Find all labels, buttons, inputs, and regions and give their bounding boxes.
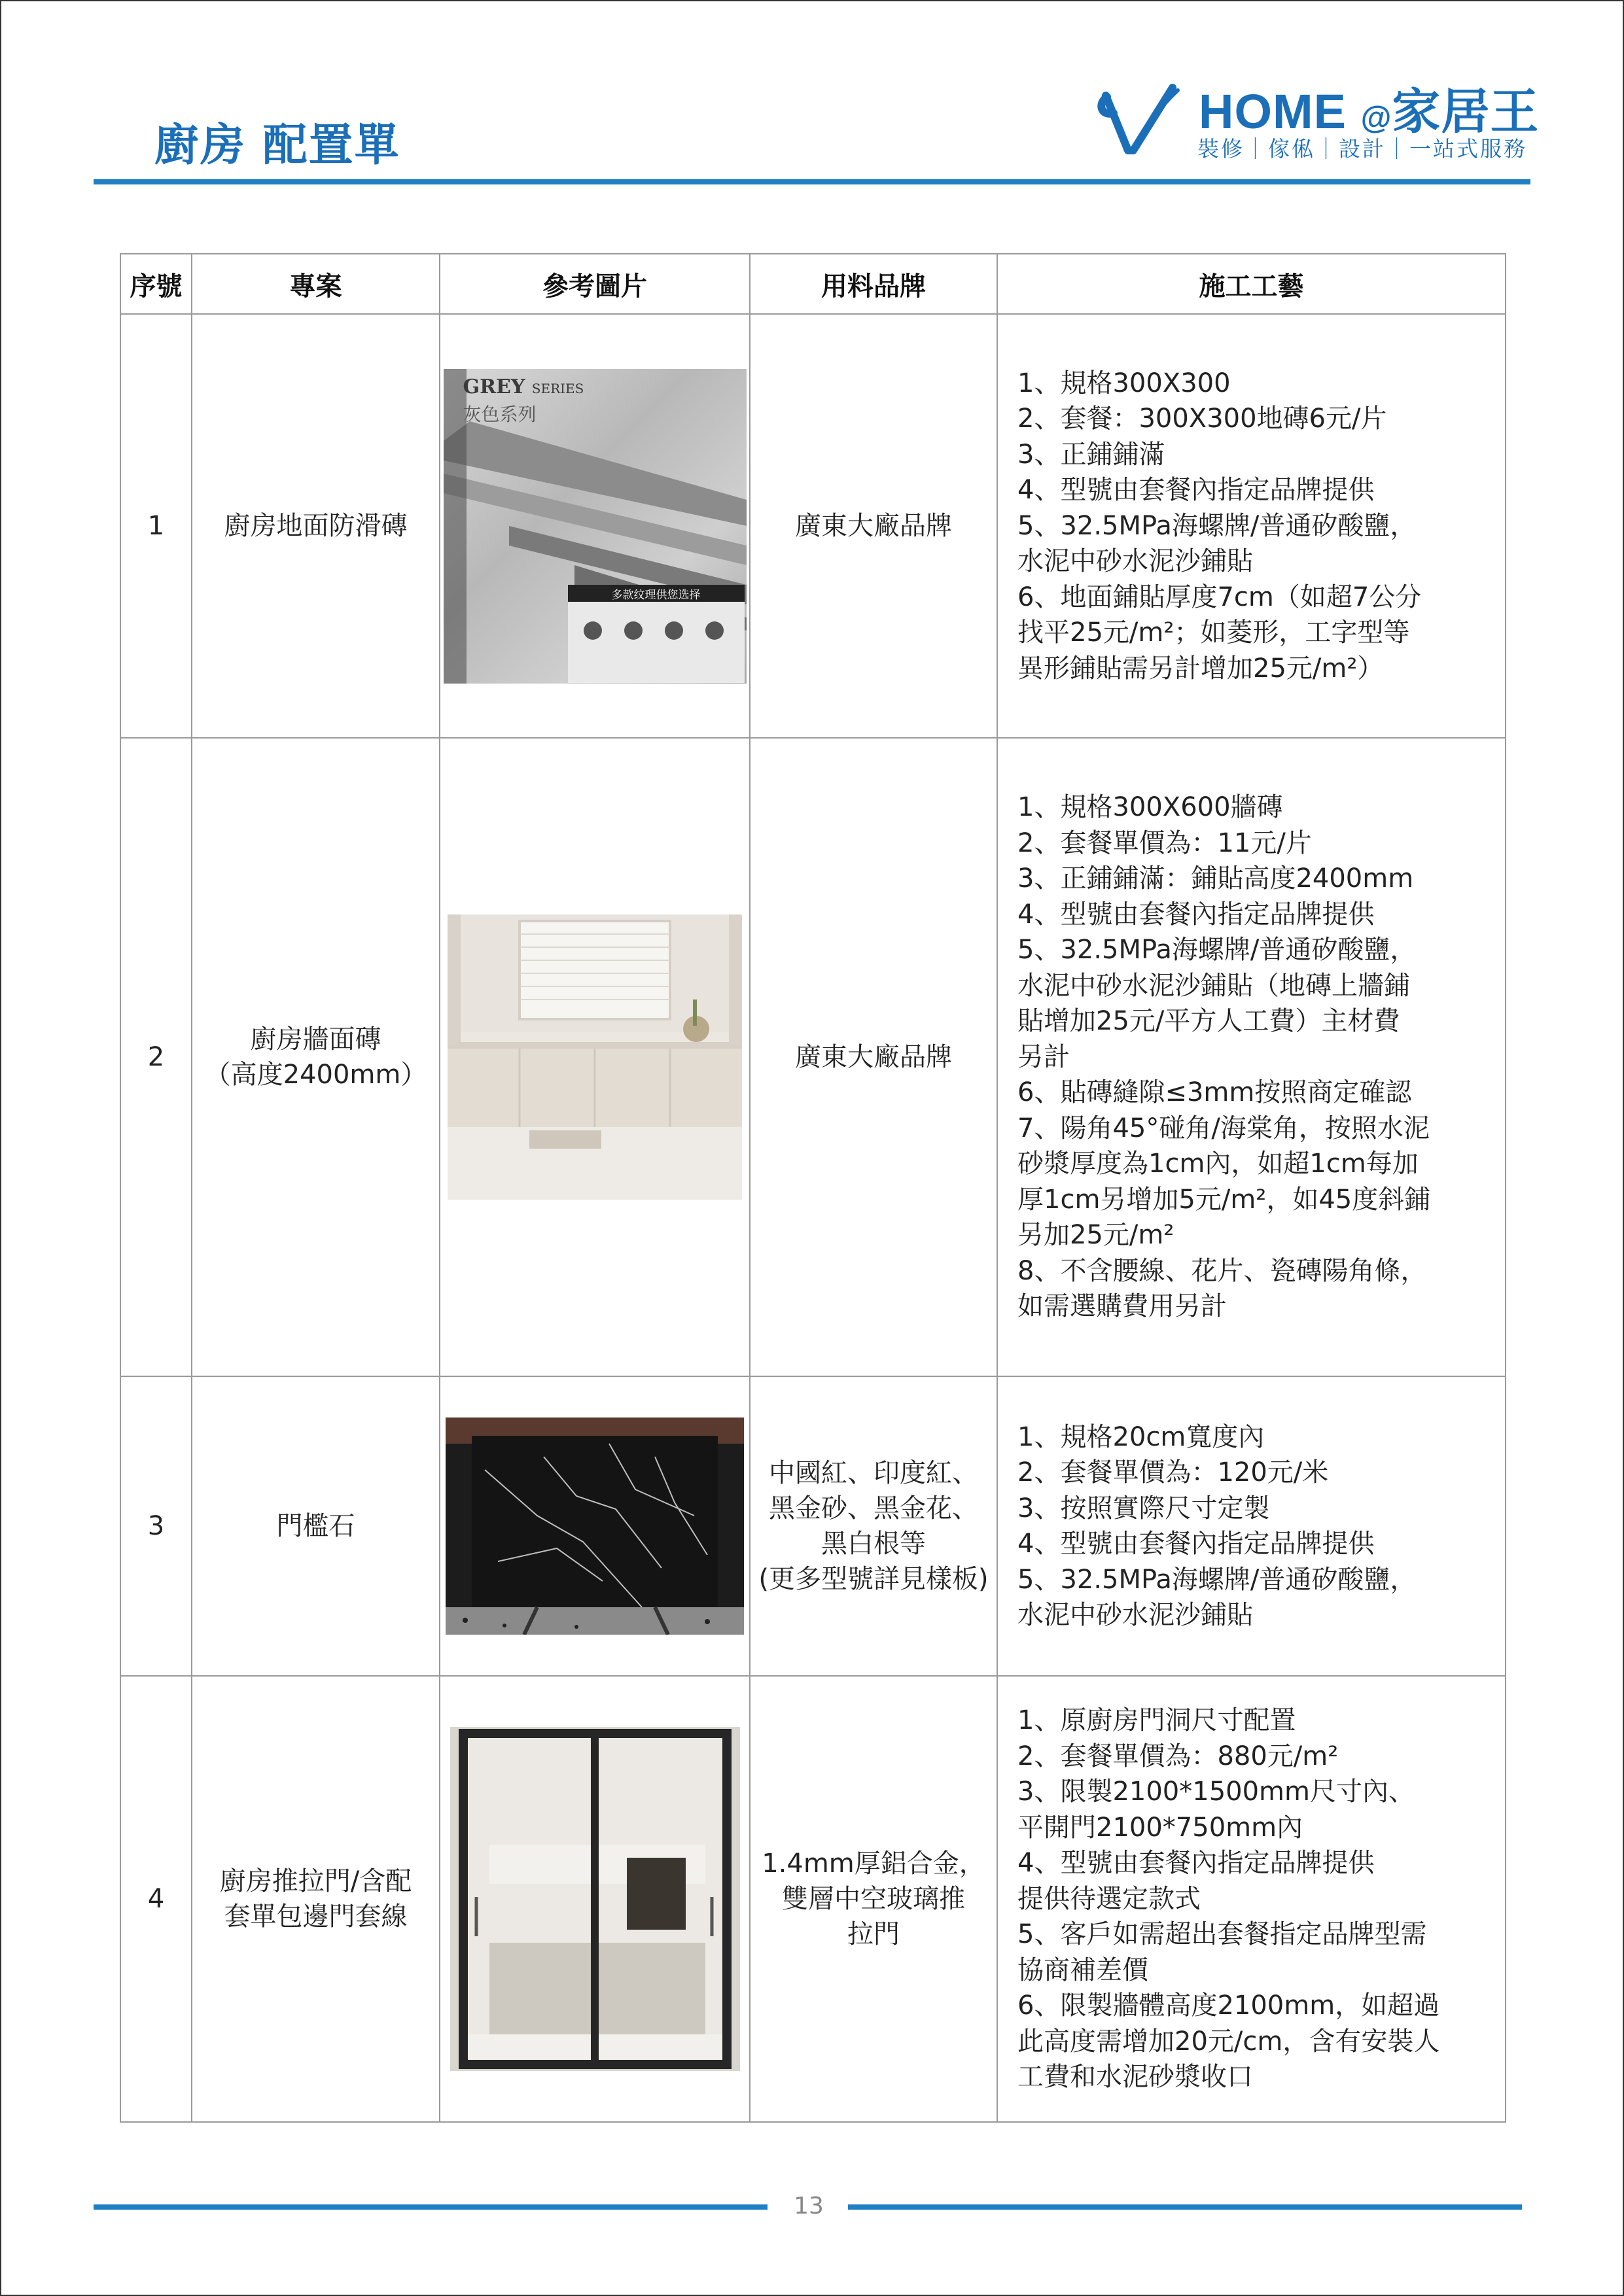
item-line: 廚房推拉門/含配 <box>219 1866 412 1896</box>
table-header-row <box>120 254 1506 314</box>
process-line: 5、32.5MPa海螺牌/普通矽酸鹽， <box>1017 510 1417 541</box>
row-number: 4 <box>120 1676 192 2122</box>
process-line: 4、型號由套餐內指定品牌提供 <box>1017 1848 1375 1879</box>
process-line: 1、原廚房門洞尺寸配置 <box>1017 1705 1296 1736</box>
grey-tile-photo <box>444 369 747 684</box>
page-title: 廚房 配置單 <box>154 120 400 171</box>
header-brand: 用料品牌 <box>750 254 997 314</box>
process-line: 6、限製牆體高度2100mm，如超過 <box>1017 1991 1440 2021</box>
tile-series-title: GREY SERIES <box>463 375 584 398</box>
tile-series-cn: 灰色系列 <box>463 403 537 425</box>
item-name <box>192 1376 440 1676</box>
kitchen-wall-tile-photo <box>448 914 742 1200</box>
process-line: 另加25元/m² <box>1017 1220 1174 1251</box>
process-line: 提供待選定款式 <box>1017 1883 1201 1914</box>
process-line: 工費和水泥砂漿收口 <box>1017 2062 1253 2093</box>
process-line: 7、陽角45°碰角/海棠角，按照水泥 <box>1017 1113 1430 1143</box>
process-line: 砂漿厚度為1cm內，如超1cm每加 <box>1017 1149 1419 1179</box>
process-line: 2、套餐：300X300地磚6元/片 <box>1017 404 1387 434</box>
sliding-door-photo <box>450 1727 740 2071</box>
process-line: 1、規格300X300 <box>1017 368 1231 398</box>
item-line: 廚房地面防滑磚 <box>224 511 408 541</box>
logo-v-mark-icon <box>1094 77 1186 162</box>
row-number: 3 <box>120 1376 192 1676</box>
brand-line: 拉門 <box>847 1919 900 1949</box>
process-line: 厚1cm另增加5元/m²，如45度斜鋪 <box>1017 1184 1431 1215</box>
kitchen-scene-graphic <box>448 914 742 1200</box>
reference-image-cell <box>440 314 750 738</box>
footer-rule-right <box>848 2204 1522 2210</box>
process-line: 此高度需增加20元/cm，含有安裝人 <box>1017 2026 1440 2057</box>
process-line: 2、套餐單價為：11元/片 <box>1017 827 1312 858</box>
process-list <box>997 1376 1506 1676</box>
item-name <box>192 314 440 738</box>
header-rule <box>94 179 1530 184</box>
process-line: 3、正鋪鋪滿 <box>1017 439 1165 470</box>
process-line: 4、型號由套餐內指定品牌提供 <box>1017 899 1375 930</box>
brand-line: 黑金砂、黑金花、 <box>769 1493 978 1523</box>
header-image: 參考圖片 <box>440 254 750 314</box>
table-row <box>120 314 1506 738</box>
process-line: 6、貼磚縫隙≤3mm按照商定確認 <box>1017 1077 1412 1108</box>
brand-line: 雙層中空玻璃推 <box>782 1884 965 1914</box>
process-line: 2、套餐單價為：880元/m² <box>1017 1741 1339 1771</box>
brand-line: 黑白根等 <box>821 1529 926 1559</box>
process-line: 8、不含腰線、花片、瓷磚陽角條， <box>1017 1255 1427 1286</box>
process-line: 5、32.5MPa海螺牌/普通矽酸鹽， <box>1017 935 1417 965</box>
table-row <box>120 1676 1506 2122</box>
process-line: 另計 <box>1017 1041 1070 1072</box>
process-line: 4、型號由套餐內指定品牌提供 <box>1017 475 1375 506</box>
process-line: 水泥中砂水泥沙鋪貼（地磚上牆鋪 <box>1017 970 1410 1001</box>
reference-image-cell <box>440 1676 750 2122</box>
page-number: 13 <box>794 2193 824 2219</box>
reference-image-cell <box>440 738 750 1376</box>
process-list <box>997 738 1506 1376</box>
brand-line: 廣東大廠品牌 <box>795 1042 952 1072</box>
item-line: 廚房牆面磚 <box>250 1024 381 1054</box>
process-line: 協商補差價 <box>1017 1955 1148 1985</box>
brand <box>750 1376 997 1676</box>
brand <box>750 314 997 738</box>
process-line: 5、客戶如需超出套餐指定品牌型需 <box>1017 1919 1427 1950</box>
item-line: （高度2400mm） <box>204 1060 427 1090</box>
process-line: 1、規格300X600牆磚 <box>1017 792 1283 823</box>
process-list <box>997 314 1506 738</box>
footer-rule-left <box>94 2204 768 2210</box>
reference-image-cell <box>440 1376 750 1676</box>
brand <box>750 1676 997 2122</box>
table-row <box>120 1376 1506 1676</box>
company-logo <box>1094 71 1539 169</box>
process-line: 6、地面鋪貼厚度7cm（如超7公分 <box>1017 582 1422 612</box>
sliding-door-graphic <box>450 1727 740 2071</box>
process-line: 水泥中砂水泥沙鋪貼 <box>1017 1600 1253 1630</box>
process-line: 2、套餐單價為：120元/米 <box>1017 1457 1329 1487</box>
process-list <box>997 1676 1506 2122</box>
row-number: 2 <box>120 738 192 1376</box>
process-line: 3、限製2100*1500mm尺寸內、 <box>1017 1777 1415 1807</box>
item-name <box>192 738 440 1376</box>
process-line: 1、規格20cm寬度內 <box>1017 1421 1265 1452</box>
header-process: 施工工藝 <box>997 254 1506 314</box>
marble-veins-graphic <box>446 1418 744 1635</box>
brand <box>750 738 997 1376</box>
tile-banner-text: 多款纹理供您选择 <box>611 588 701 602</box>
brand-line: 廣東大廠品牌 <box>795 511 952 541</box>
black-marble-photo <box>446 1418 744 1635</box>
process-line: 找平25元/m²；如菱形，工字型等 <box>1017 617 1410 648</box>
header-item: 專案 <box>192 254 440 314</box>
brand-line: 1.4mm厚鋁合金， <box>762 1849 985 1879</box>
process-line: 3、正鋪鋪滿：鋪貼高度2400mm <box>1017 863 1414 894</box>
logo-tagline: 裝修｜傢俬｜設計｜一站式服務 <box>1197 136 1527 162</box>
row-number: 1 <box>120 314 192 738</box>
header-seq: 序號 <box>120 254 192 314</box>
table-row <box>120 738 1506 1376</box>
item-line: 套單包邊門套線 <box>224 1902 408 1932</box>
process-line: 如需選購費用另計 <box>1017 1291 1227 1322</box>
process-line: 平開門2100*750mm內 <box>1017 1812 1303 1843</box>
process-line: 4、型號由套餐內指定品牌提供 <box>1017 1529 1375 1559</box>
process-line: 貼增加25元/平方人工費）主材費 <box>1017 1006 1400 1037</box>
process-line: 異形鋪貼需另計增加25元/m²） <box>1017 653 1384 684</box>
item-name <box>192 1676 440 2122</box>
process-line: 3、按照實際尺寸定製 <box>1017 1493 1270 1523</box>
item-line: 門檻石 <box>276 1511 355 1541</box>
process-line: 水泥中砂水泥沙鋪貼 <box>1017 546 1253 577</box>
brand-line: 中國紅、印度紅、 <box>769 1458 978 1488</box>
process-line: 5、32.5MPa海螺牌/普通矽酸鹽， <box>1017 1564 1417 1595</box>
kitchen-config-table <box>120 253 1506 2123</box>
brand-line: (更多型號詳見樣板) <box>758 1564 989 1594</box>
logo-wordmark: HOME @家居王 <box>1199 84 1540 139</box>
